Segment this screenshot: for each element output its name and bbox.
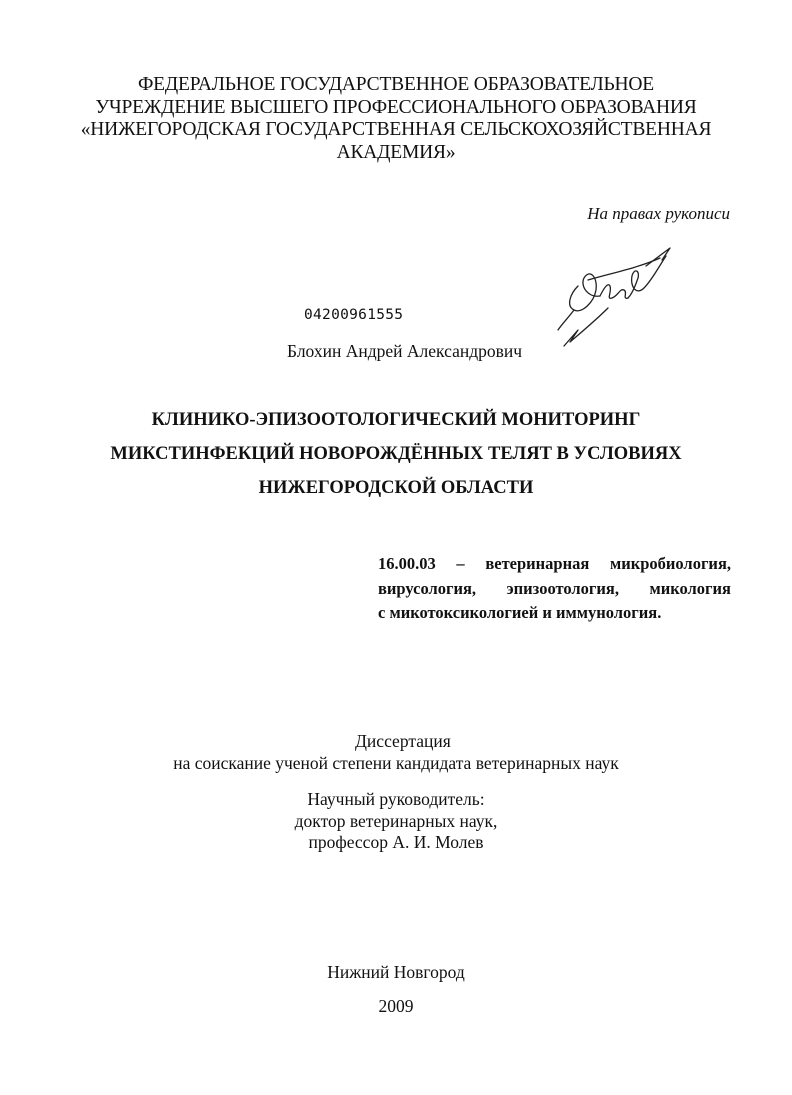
institution-line-3: «НИЖЕГОРОДСКАЯ ГОСУДАРСТВЕННАЯ СЕЛЬСКОХОЗЯЙСТВЕННАЯ — [80, 119, 712, 140]
dissertation-title — [0, 403, 792, 505]
dissertation-degree: на соискание ученой степени кандидата ветеринарных наук — [173, 753, 619, 773]
city: Нижний Новгород — [327, 962, 465, 982]
dissertation-type: Диссертация — [355, 731, 451, 751]
supervisor-label: Научный руководитель: — [307, 789, 485, 809]
supervisor-degree: доктор ветеринарных наук, — [294, 810, 498, 831]
institution-header — [0, 74, 792, 164]
institution-line-4: АКАДЕМИЯ» — [336, 141, 456, 163]
rights-note: На правах рукописи — [587, 204, 730, 223]
catalog-number: 04200961555 — [304, 307, 404, 323]
institution-line-1: ФЕДЕРАЛЬНОЕ ГОСУДАРСТВЕННОЕ ОБРАЗОВАТЕЛЬНОЕ — [137, 74, 655, 95]
institution-line-2: УЧРЕЖДЕНИЕ ВЫСШЕГО ПРОФЕССИОНАЛЬНОГО ОБРАЗОВАНИЯ — [95, 96, 697, 118]
year: 2009 — [378, 996, 414, 1016]
title-line-2: МИКСТИНФЕКЦИЙ НОВОРОЖДЁННЫХ ТЕЛЯТ В УСЛОВИЯХ — [110, 444, 682, 464]
supervisor-name: профессор А. И. Молев — [308, 832, 484, 852]
handwritten-signature — [548, 238, 678, 350]
supervisor-block — [0, 789, 792, 854]
specialty-line-2: вирусология, эпизоотология, микология — [378, 578, 731, 598]
specialty-line-3: с микотоксикологией и иммунология. — [378, 603, 662, 622]
author-name: Блохин Андрей Александрович — [287, 341, 523, 361]
title-line-3: НИЖЕГОРОДСКОЙ ОБЛАСТИ — [258, 478, 534, 498]
specialty-line-1: 16.00.03 – ветеринарная микробиология, — [378, 554, 731, 573]
specialty-block — [378, 552, 731, 626]
title-line-1: КЛИНИКО-ЭПИЗООТОЛОГИЧЕСКИЙ МОНИТОРИНГ — [151, 410, 641, 430]
